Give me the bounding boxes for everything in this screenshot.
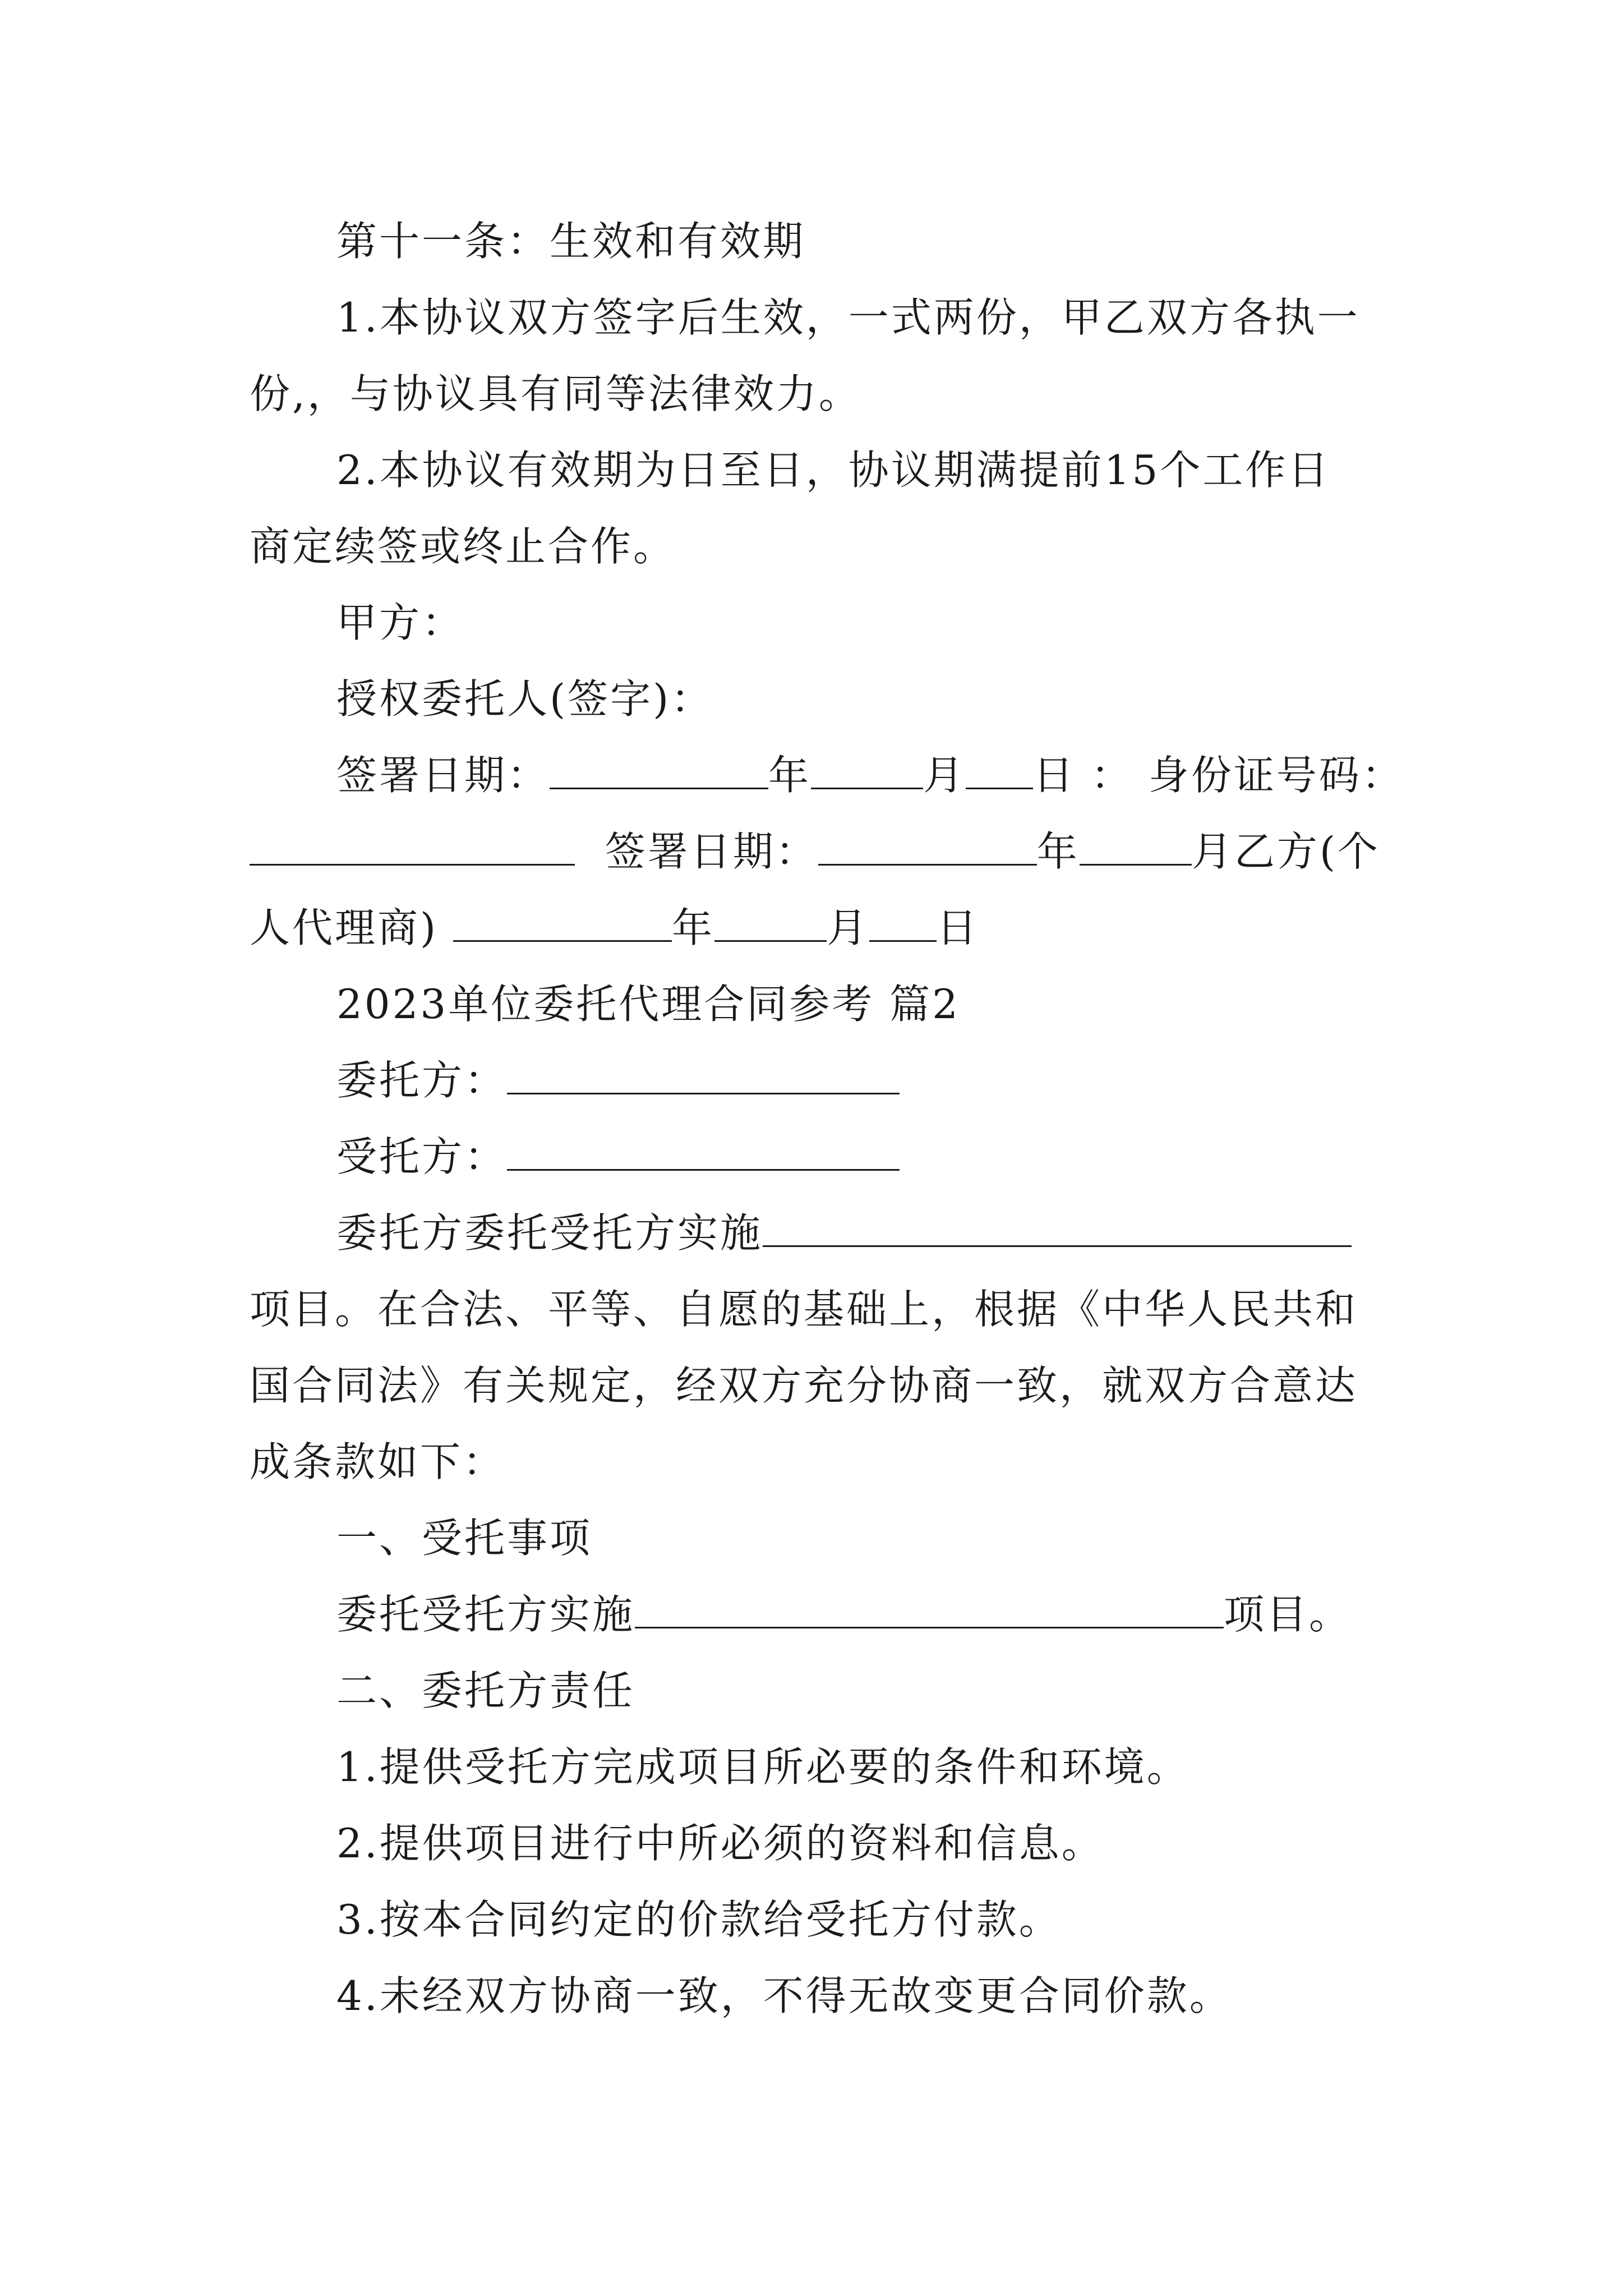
month-blank-2 — [1080, 823, 1192, 866]
section-1-text: 委托受托方实施 — [336, 1591, 635, 1638]
clause-2-line-2: 商定续签或终止合作。 — [250, 523, 676, 570]
agent-blank — [507, 1129, 900, 1171]
principal-blank — [507, 1052, 900, 1094]
duty-3: 3.按本合同约定的价款给受托方付款。 — [336, 1896, 1062, 1943]
clause-2-line-1: 2.本协议有效期为日至日，协议期满提前15个工作日 — [336, 447, 1331, 494]
year-label-2: 年 — [1036, 828, 1080, 875]
month-blank — [811, 747, 923, 789]
clause-1-line-2: 份,，与协议具有同等法律效力。 — [250, 370, 861, 417]
section-2-heading: 二、委托方责任 — [336, 1667, 635, 1714]
year-blank-3 — [453, 900, 672, 942]
signing-date-row-2 — [250, 823, 1380, 880]
preamble-line-2: 国合同法》有关规定，经双方充分协商一致，就双方合意达 — [250, 1362, 1358, 1409]
year-label-3: 年 — [671, 904, 714, 951]
party-a-label: 甲方： — [336, 599, 465, 646]
agent-label: 受托方： — [336, 1133, 508, 1180]
month-label: 月 — [923, 752, 966, 799]
project-blank — [763, 1205, 1352, 1247]
section-1-body — [336, 1586, 1352, 1642]
year-label: 年 — [768, 752, 811, 799]
principal-row — [336, 1052, 900, 1108]
clause-1-line-1: 1.本协议双方签字后生效，一式两份，甲乙双方各执一 — [336, 294, 1360, 341]
signing-date-row-3 — [250, 900, 979, 956]
contract-title: 2023单位委托代理合同参考 篇2 — [336, 981, 960, 1028]
id-number-label: 身份证号码： — [1148, 752, 1404, 799]
duty-2: 2.提供项目进行中所必须的资料和信息。 — [336, 1820, 1104, 1867]
agent-row — [336, 1129, 900, 1185]
month-blank-3 — [714, 900, 827, 942]
section-1-suffix: 项目。 — [1224, 1591, 1352, 1638]
day-blank — [966, 747, 1033, 789]
year-blank — [550, 747, 768, 789]
signing-date-row-1 — [336, 747, 1404, 803]
duty-4: 4.未经双方协商一致，不得无故变更合同价款。 — [336, 1972, 1232, 2019]
preamble-line-3: 成条款如下： — [250, 1438, 506, 1485]
authorized-signer-label: 授权委托人(签字)： — [336, 675, 714, 723]
individual-agent-label: 人代理商) — [250, 904, 439, 951]
month-party-b-label: 月乙方(个 — [1191, 828, 1380, 875]
commission-row — [336, 1205, 1352, 1261]
signing-date-label-2: 签署日期： — [605, 828, 818, 875]
preamble-line-1: 项目。在合法、平等、自愿的基础上，根据《中华人民共和 — [250, 1286, 1358, 1333]
principal-label: 委托方： — [336, 1057, 508, 1104]
section-1-heading: 一、受托事项 — [336, 1515, 593, 1562]
separator: ： — [1090, 752, 1133, 799]
commission-text: 委托方委托受托方实施 — [336, 1209, 763, 1257]
id-number-blank — [250, 823, 575, 866]
signing-date-label: 签署日期： — [336, 752, 550, 799]
year-blank-2 — [818, 823, 1037, 866]
duty-1: 1.提供受托方完成项目所必要的条件和环境。 — [336, 1743, 1189, 1791]
day-label-3: 日 — [937, 904, 980, 951]
month-label-3: 月 — [827, 904, 870, 951]
day-label: 日 — [1033, 752, 1076, 799]
article-eleven-heading: 第十一条：生效和有效期 — [336, 218, 806, 265]
section-1-project-blank — [635, 1586, 1224, 1628]
day-blank-3 — [869, 900, 937, 942]
